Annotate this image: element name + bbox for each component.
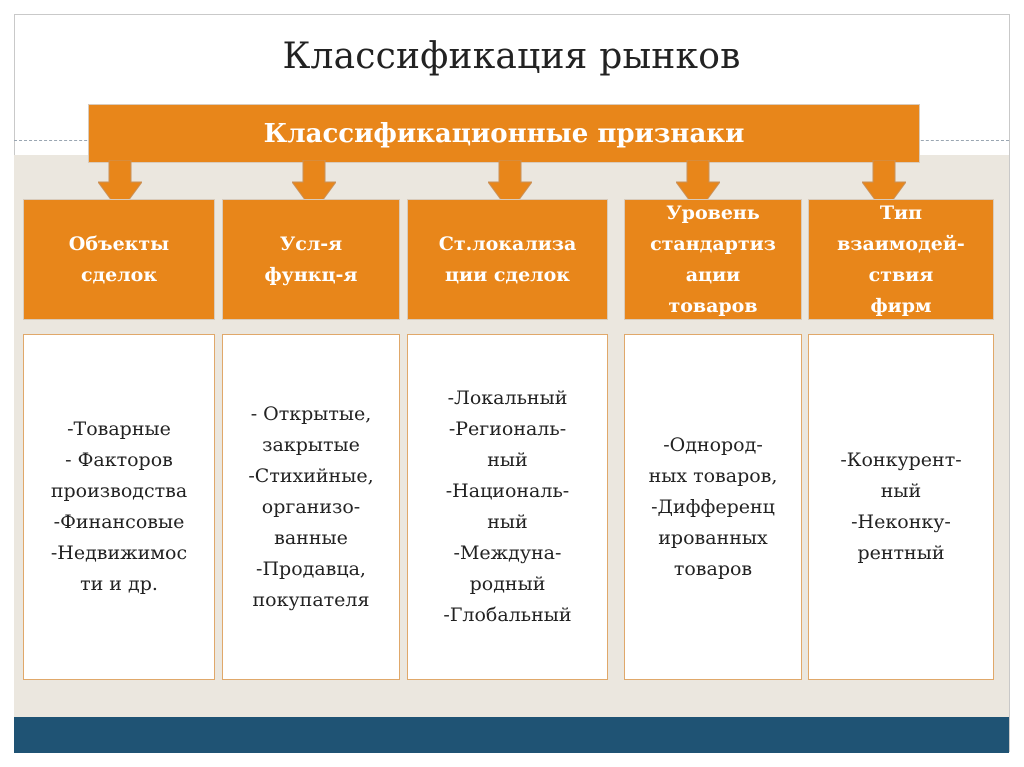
category-label: Тип взаимодей- ствия фирм [837,201,965,317]
items-box-localization [407,334,608,680]
category-label: Уровень стандартиз ации товаров [650,201,776,317]
category-box-standardization [624,199,802,320]
category-label: Усл-я функц-я [264,232,358,286]
category-box-conditions [222,199,400,320]
slide-title: Классификация рынков [282,36,741,77]
category-label: Ст.локализа ции сделок [438,232,577,286]
items-list: -Локальный -Региональ- ный -Националь- ный -Междуна- родный -Глобальный [443,387,572,626]
category-box-localization [407,199,608,320]
items-list: -Конкурент- ный -Неконку- рентный [840,449,962,564]
items-box-interaction [808,334,994,680]
category-box-interaction [808,199,994,320]
category-box-objects [23,199,215,320]
items-list: - Открытые, закрытые -Стихийные, организо- ванные -Продавца, покупателя [248,402,374,611]
footer-bar [14,717,1009,753]
classification-header [88,104,920,163]
items-list: -Однород- ных товаров, -Дифференц ированных товаров [648,433,778,580]
classification-header-label: Классификационные признаки [263,118,745,149]
items-box-objects [23,334,215,680]
items-box-conditions [222,334,400,680]
category-label: Объекты сделок [68,232,170,286]
items-box-standardization [624,334,802,680]
items-list: -Товарные - Факторов производства -Финансовые -Недвижимос ти и др. [50,418,188,595]
